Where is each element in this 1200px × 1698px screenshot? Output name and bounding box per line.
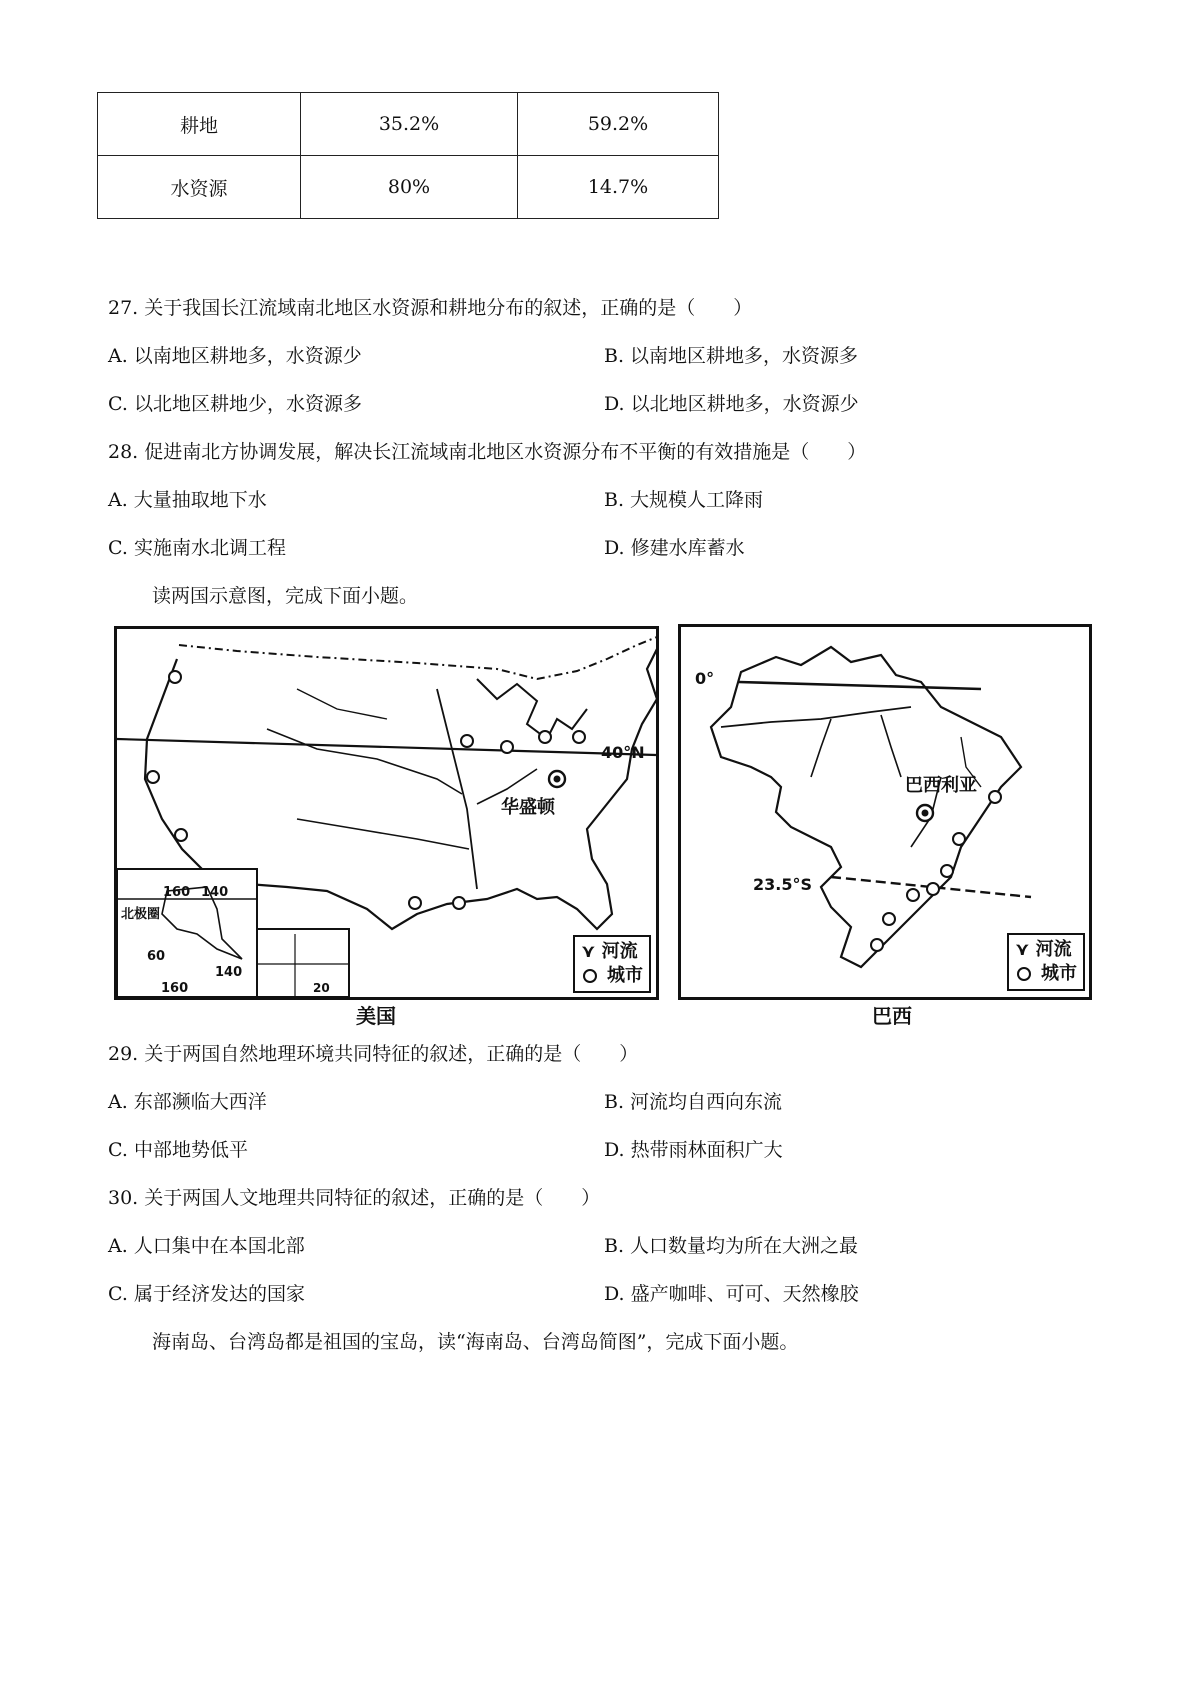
equator-label: 0° — [695, 669, 715, 688]
river-line — [881, 715, 901, 777]
brazil-outline — [711, 647, 1021, 967]
city-marker — [169, 671, 181, 683]
question-27-option-b[interactable]: B. 以南地区耕地多，水资源多 — [604, 345, 859, 367]
inset-label: 140 — [201, 885, 229, 900]
inset-label: 60 — [147, 949, 166, 964]
legend-city: 城市 — [581, 964, 643, 988]
legend-river: ⋎ 河流 — [1015, 939, 1072, 960]
question-27-option-a[interactable]: A. 以南地区耕地多，水资源少 — [108, 345, 362, 367]
tropic-label: 23.5°S — [753, 875, 812, 894]
question-28-option-a[interactable]: A. 大量抽取地下水 — [108, 489, 267, 511]
city-symbol-icon — [583, 969, 597, 983]
great-lakes — [477, 679, 587, 739]
question-30-option-a[interactable]: A. 人口集中在本国北部 — [108, 1235, 305, 1257]
city-marker — [409, 897, 421, 909]
city-marker — [453, 897, 465, 909]
brazil-map-legend — [1007, 933, 1085, 991]
question-30-option-b[interactable]: B. 人口数量均为所在大洲之最 — [604, 1235, 859, 1257]
hawaii-inset — [257, 929, 349, 997]
table-cell: 14.7% — [518, 156, 719, 219]
city-marker — [147, 771, 159, 783]
equator-line — [739, 682, 981, 689]
river-line — [297, 689, 387, 719]
city-marker — [907, 889, 919, 901]
question-30-option-c[interactable]: C. 属于经济发达的国家 — [108, 1283, 305, 1305]
question-28-option-c[interactable]: C. 实施南水北调工程 — [108, 537, 286, 559]
legend-river: ⋎ 河流 — [581, 941, 638, 962]
table-cell: 水资源 — [98, 156, 301, 219]
capital-marker — [554, 776, 561, 783]
city-marker — [573, 731, 585, 743]
city-marker — [871, 939, 883, 951]
question-29-option-a[interactable]: A. 东部濒临大西洋 — [108, 1091, 267, 1113]
capital-label-brasilia: 巴西利亚 — [905, 775, 977, 796]
arctic-circle-label: 北极圈 — [121, 907, 161, 922]
city-marker — [927, 883, 939, 895]
city-marker — [461, 735, 473, 747]
question-29-option-d[interactable]: D. 热带雨林面积广大 — [604, 1139, 783, 1161]
table-row — [98, 156, 719, 219]
maps-intro: 读两国示意图，完成下面小题。 — [152, 585, 419, 607]
river-line — [267, 729, 462, 794]
question-28-option-b[interactable]: B. 大规模人工降雨 — [604, 489, 764, 511]
usa-map — [114, 626, 659, 1000]
usa-map-legend — [573, 935, 651, 993]
question-27-option-c[interactable]: C. 以北地区耕地少，水资源多 — [108, 393, 362, 415]
legend-city: 城市 — [1015, 962, 1077, 986]
data-table — [97, 92, 719, 219]
city-marker — [883, 913, 895, 925]
latitude-label-40n: 40°N — [601, 743, 645, 762]
question-29-stem: 29. 关于两国自然地理环境共同特征的叙述，正确的是（ ） — [108, 1043, 639, 1065]
question-27-option-d[interactable]: D. 以北地区耕地多，水资源少 — [604, 393, 859, 415]
brazil-map — [678, 624, 1092, 1000]
river-line — [721, 707, 911, 727]
capital-marker — [922, 810, 929, 817]
city-marker — [539, 731, 551, 743]
table-cell: 耕地 — [98, 93, 301, 156]
river-symbol-icon: ⋎ — [1015, 939, 1030, 960]
table-cell: 59.2% — [518, 93, 719, 156]
city-marker — [989, 791, 1001, 803]
capital-label-washington: 华盛顿 — [501, 797, 555, 818]
inset-label: 20 — [313, 981, 330, 995]
river-line — [437, 689, 477, 889]
islands-intro: 海南岛、台湾岛都是祖国的宝岛，读“海南岛、台湾岛简图”，完成下面小题。 — [152, 1331, 799, 1353]
inset-label: 140 — [215, 965, 243, 980]
river-line — [811, 719, 831, 777]
table-cell: 80% — [301, 156, 518, 219]
question-30-stem: 30. 关于两国人文地理共同特征的叙述，正确的是（ ） — [108, 1187, 601, 1209]
inset-label: 160 — [161, 981, 189, 996]
question-29-option-b[interactable]: B. 河流均自西向东流 — [604, 1091, 783, 1113]
question-29-option-c[interactable]: C. 中部地势低平 — [108, 1139, 248, 1161]
city-marker — [953, 833, 965, 845]
city-marker — [941, 865, 953, 877]
river-symbol-icon: ⋎ — [581, 941, 596, 962]
question-28-option-d[interactable]: D. 修建水库蓄水 — [604, 537, 745, 559]
question-30-option-d[interactable]: D. 盛产咖啡、可可、天然橡胶 — [604, 1283, 859, 1305]
river-line — [297, 819, 469, 849]
brazil-map-caption: 巴西 — [872, 1004, 912, 1028]
city-marker — [175, 829, 187, 841]
city-symbol-icon — [1017, 967, 1031, 981]
table-row — [98, 93, 719, 156]
table-cell: 35.2% — [301, 93, 518, 156]
question-27-stem: 27. 关于我国长江流域南北地区水资源和耕地分布的叙述，正确的是（ ） — [108, 297, 753, 319]
city-marker — [501, 741, 513, 753]
inset-label: 160 — [163, 885, 191, 900]
usa-map-caption: 美国 — [356, 1004, 396, 1028]
question-28-stem: 28. 促进南北方协调发展，解决长江流域南北地区水资源分布不平衡的有效措施是（ ） — [108, 441, 867, 463]
border-line — [179, 637, 656, 679]
